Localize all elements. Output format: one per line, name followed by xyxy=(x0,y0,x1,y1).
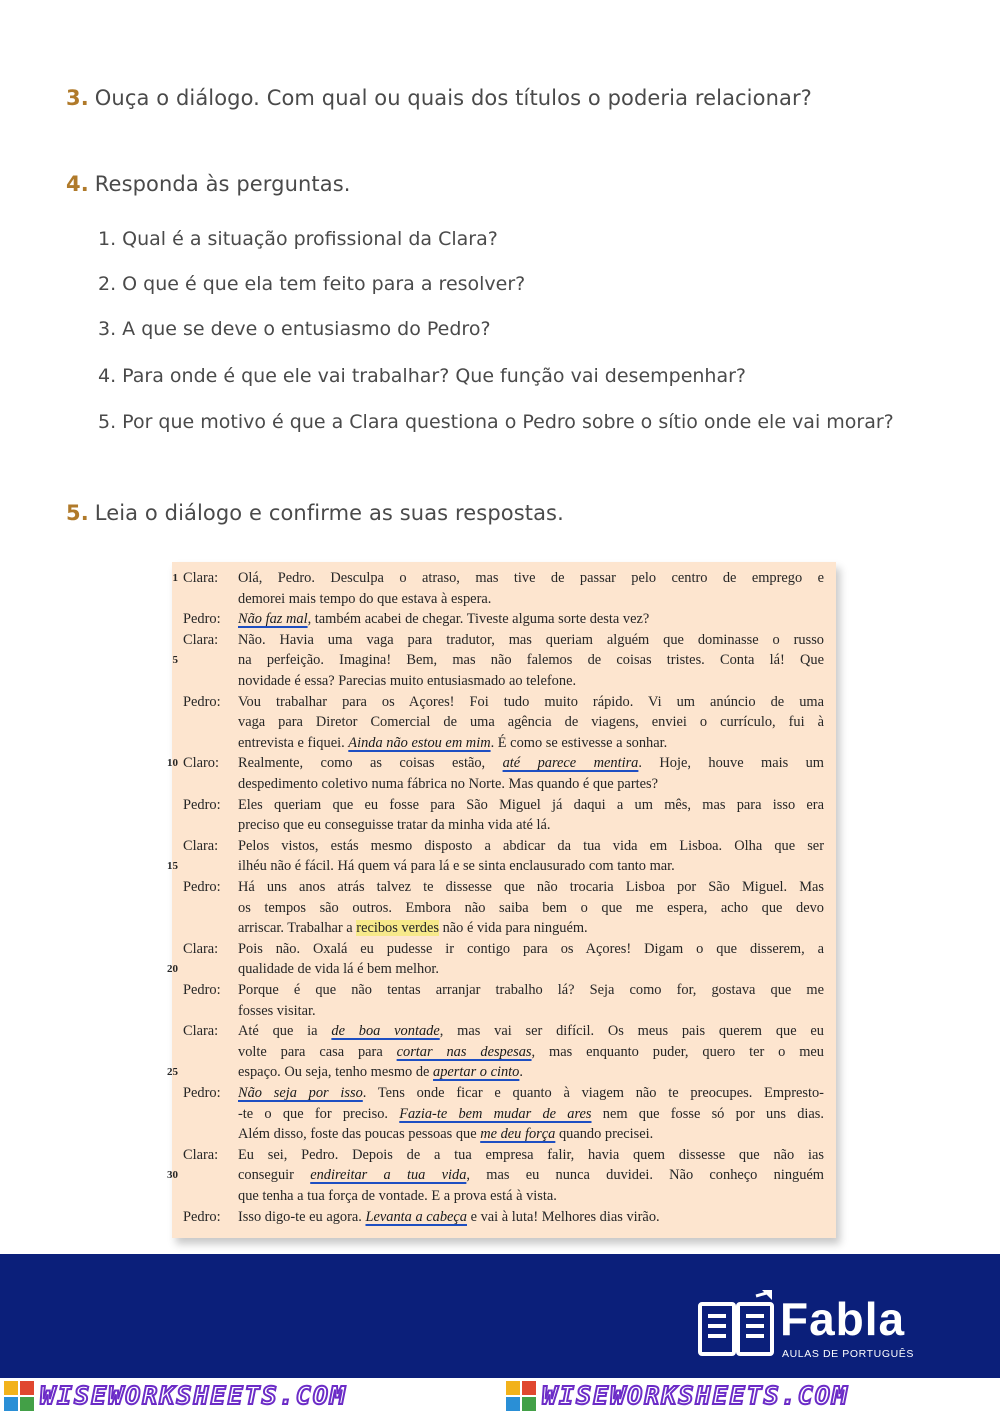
dialogue-text xyxy=(238,918,824,939)
speaker-label: Pedro: xyxy=(183,1085,221,1101)
speaker-label: Clara: xyxy=(183,1146,219,1163)
underlined-expression: Não faz mal xyxy=(238,611,308,628)
text-segment: Porque é que não tentas arranjar trabalho lá? Seja como for, gostava que me xyxy=(238,982,824,998)
dialogue-text xyxy=(238,609,824,630)
dialogue-text xyxy=(238,898,824,919)
text-segment: novidade é essa? Parecias muito entusiasmado ao telefone. xyxy=(238,673,577,689)
text-segment: que tenha a tua força de vontade. E a prova está à vista. xyxy=(238,1188,557,1204)
underlined-expression: Fazia-te bem mudar de ares xyxy=(399,1105,592,1122)
text-segment: Eles queriam que eu fosse para São Miguel já daqui a um mês, mas para isso era xyxy=(238,796,824,813)
dialogue-text xyxy=(238,1083,824,1104)
dialogue-box xyxy=(167,562,836,1238)
dialogue-line xyxy=(172,1042,836,1063)
brand-tagline: AULAS DE PORTUGUÊS xyxy=(782,1348,914,1360)
underlined-expression: apertar o cinto xyxy=(433,1064,520,1081)
text-segment: volte para casa para xyxy=(238,1043,397,1060)
text-segment: , também acabei de chegar. Tiveste alguma sorte desta vez? xyxy=(307,611,650,628)
dialogue-line xyxy=(172,918,836,939)
dialogue-text xyxy=(238,568,824,589)
text-segment: nem que fosse só por uns dias. xyxy=(591,1105,824,1122)
dialogue-text xyxy=(238,589,824,610)
dialogue-text xyxy=(238,1062,824,1083)
underlined-expression: Não seja por isso xyxy=(238,1085,363,1101)
text-segment: -te o que for preciso. xyxy=(238,1105,400,1122)
dialogue-line xyxy=(172,980,836,1001)
text-segment: e vai à luta! Melhores dias virão. xyxy=(467,1208,660,1225)
line-number: 30 xyxy=(167,1169,178,1182)
text-segment: espaço. Ou seja, tenho mesmo de xyxy=(238,1064,434,1081)
dialogue-line xyxy=(167,753,836,774)
dialogue-line xyxy=(172,877,836,898)
speaker-label: Clara: xyxy=(183,570,219,586)
dialogue-text xyxy=(238,774,824,795)
underlined-expression: endireitar a tua vida xyxy=(310,1167,467,1184)
text-segment: Olá, Pedro. Desculpa o atraso, mas tive de passar pelo centro de emprego e xyxy=(238,570,824,586)
dialogue-line xyxy=(172,630,836,651)
text-segment: os tempos são outros. Embora não saiba bem o que me espera, acho que devo xyxy=(238,899,824,916)
text-segment: Vou trabalhar para os Açores! Foi tudo muito rápido. Vi um anúncio de uma xyxy=(238,693,824,710)
watermark-text: WISEWORKSHEETS.COM xyxy=(542,1381,849,1410)
question-text: Leia o diálogo e confirme as suas respostas. xyxy=(94,501,564,525)
line-number: 25 xyxy=(167,1066,178,1079)
speaker-label: Clara: xyxy=(183,631,219,648)
text-segment: despedimento coletivo numa fábrica no Norte. Mas quando é que partes? xyxy=(238,776,658,792)
text-segment: . xyxy=(519,1064,523,1081)
question-text: Responda às perguntas. xyxy=(94,172,351,196)
dialogue-text xyxy=(238,1207,824,1228)
line-number: 20 xyxy=(167,963,178,976)
dialogue-line xyxy=(167,1062,836,1083)
dialogue-text xyxy=(238,1186,824,1207)
text-segment: ilhéu não é fácil. Há quem vá para lá e se sinta enclausurado com tanto mar. xyxy=(238,858,675,875)
dialogue-line xyxy=(172,609,836,630)
text-segment: , mas eu nunca duvidei. Não conheço ninguém xyxy=(466,1167,824,1184)
dialogue-line xyxy=(172,1001,836,1022)
watermark-text: WISEWORKSHEETS.COM xyxy=(40,1381,347,1410)
underlined-expression: Levanta a cabeça xyxy=(365,1208,467,1225)
speaker-label: Pedro: xyxy=(183,796,221,813)
text-segment: quando precisei. xyxy=(555,1126,654,1143)
dialogue-line xyxy=(172,568,836,589)
text-segment: Realmente, como as coisas estão, xyxy=(238,755,503,772)
dialogue-text xyxy=(238,836,824,857)
brand-name: Fabla xyxy=(780,1293,906,1345)
dialogue-line xyxy=(172,712,836,733)
text-segment: demorei mais tempo do que estava à espera. xyxy=(238,590,492,607)
dialogue-text xyxy=(238,856,824,877)
text-segment: . Tens onde ficar e quanto à viagem não te preocupes. Empresto- xyxy=(362,1085,824,1101)
underlined-expression: cortar nas despesas xyxy=(396,1043,532,1060)
question-4 xyxy=(66,172,351,196)
text-segment: Pelos vistos, estás mesmo disposto a abdicar da tua vida em Lisboa. Olha que ser xyxy=(238,837,824,854)
line-number: 1 xyxy=(172,572,178,584)
dialogue-text xyxy=(238,815,824,836)
dialogue-line xyxy=(172,795,836,816)
dialogue-line xyxy=(172,774,836,795)
text-segment: Isso digo-te eu agora. xyxy=(238,1208,366,1225)
dialogue-line xyxy=(172,1104,836,1125)
text-segment: Até que ia xyxy=(238,1023,332,1040)
speaker-label: Clara: xyxy=(183,1023,219,1040)
speaker-label: Clara: xyxy=(183,837,219,854)
text-segment: Eu sei, Pedro. Depois de a tua empresa falir, havia quem dissesse que não ias xyxy=(238,1146,824,1163)
dialogue-line xyxy=(172,650,836,671)
dialogue-text xyxy=(238,795,824,816)
dialogue-text xyxy=(238,980,824,1001)
text-segment: , mas vai ser difícil. Os meus pais querem que eu xyxy=(439,1023,824,1040)
dialogue-text xyxy=(238,733,824,754)
dialogue-line xyxy=(172,836,836,857)
dialogue-text xyxy=(238,712,824,733)
dialogue-text xyxy=(238,1104,824,1125)
dialogue-text xyxy=(238,939,824,960)
question-3 xyxy=(66,86,812,110)
dialogue-text xyxy=(238,671,824,692)
question-number: 3. xyxy=(66,86,89,110)
text-segment: arriscar. Trabalhar a xyxy=(238,920,357,937)
dialogue-line xyxy=(172,671,836,692)
speaker-label: Pedro: xyxy=(183,611,221,628)
dialogue-text xyxy=(238,1042,824,1063)
dialogue-text xyxy=(238,1001,824,1022)
dialogue-line xyxy=(172,1083,836,1104)
dialogue-text xyxy=(238,630,824,651)
underlined-expression: até parece mentira xyxy=(502,755,639,772)
text-segment: qualidade de vida lá é bem melhor. xyxy=(238,961,439,978)
underlined-expression: Ainda não estou em mim xyxy=(348,734,491,751)
highlighted-expression: recibos verdes xyxy=(356,920,439,937)
dialogue-text xyxy=(238,1021,824,1042)
dialogue-line xyxy=(172,815,836,836)
text-segment: vaga para Diretor Comercial de uma agência de viagens, enviei o currículo, fui à xyxy=(238,714,824,731)
speaker-label: Clara: xyxy=(183,940,219,957)
dialogue-text xyxy=(238,1124,824,1145)
question-number: 5. xyxy=(66,501,89,525)
wise-logo-icon xyxy=(4,1381,34,1411)
question-4-item-4: 4. Para onde é que ele vai trabalhar? Que função vai desempenhar? xyxy=(98,365,747,387)
text-segment: conseguir xyxy=(238,1167,311,1184)
underlined-expression: de boa vontade xyxy=(331,1023,440,1040)
dialogue-line xyxy=(172,1207,836,1228)
fabla-logo xyxy=(696,1286,956,1366)
dialogue-line xyxy=(172,898,836,919)
dialogue-text xyxy=(238,877,824,898)
text-segment: entrevista e fiquei. xyxy=(238,734,349,751)
question-4-item-2: 2. O que é que ela tem feito para a resolver? xyxy=(98,273,526,295)
dialogue-line xyxy=(172,1186,836,1207)
dialogue-line xyxy=(172,939,836,960)
dialogue-text xyxy=(238,1145,824,1166)
dialogue-text xyxy=(238,650,824,671)
dialogue-line xyxy=(167,856,836,877)
text-segment: Pois não. Oxalá eu pudesse ir contigo para os Açores! Digam o que disserem, a xyxy=(238,940,824,957)
dialogue-line xyxy=(167,959,836,980)
dialogue-line xyxy=(172,692,836,713)
text-segment: Além disso, foste das poucas pessoas que xyxy=(238,1126,481,1143)
dialogue-line xyxy=(172,1021,836,1042)
speaker-label: Pedro: xyxy=(183,879,221,895)
question-4-item-1: 1. Qual é a situação profissional da Clara? xyxy=(98,228,498,250)
text-segment: . Hoje, houve mais um xyxy=(638,755,824,772)
dialogue-text xyxy=(238,753,824,774)
speaker-label: Pedro: xyxy=(183,982,221,998)
speaker-label: Pedro: xyxy=(183,693,221,710)
question-text: Ouça o diálogo. Com qual ou quais dos títulos o poderia relacionar? xyxy=(94,86,812,110)
speaker-label: Claro: xyxy=(183,755,219,772)
text-segment: Não. Havia uma vaga para tradutor, mas queriam alguém que dominasse o russo xyxy=(238,631,824,648)
dialogue-line xyxy=(172,733,836,754)
text-segment: na perfeição. Imagina! Bem, mas não falemos de coisas tristes. Conta lá! Que xyxy=(238,652,824,669)
question-4-item-3: 3. A que se deve o entusiasmo do Pedro? xyxy=(98,318,491,340)
text-segment: preciso que eu conseguisse tratar da minha vida até lá. xyxy=(238,817,551,834)
text-segment: Há uns anos atrás talvez te dissesse que não trocaria Lisboa por São Miguel. Mas xyxy=(238,879,824,895)
text-segment: fosses visitar. xyxy=(238,1002,316,1019)
text-segment: , mas enquanto puder, quero ter o meu xyxy=(531,1043,824,1060)
line-number: 10 xyxy=(167,757,178,770)
text-segment: . É como se estivesse a sonhar. xyxy=(490,734,668,751)
line-number: 5 xyxy=(172,654,178,667)
underlined-expression: me deu força xyxy=(480,1126,556,1143)
dialogue-text xyxy=(238,692,824,713)
text-segment: não é vida para ninguém. xyxy=(439,920,588,937)
dialogue-line xyxy=(167,1165,836,1186)
question-5 xyxy=(66,501,564,525)
dialogue-line xyxy=(172,589,836,610)
question-number: 4. xyxy=(66,172,89,196)
wise-logo-icon xyxy=(506,1381,536,1411)
watermark-strip xyxy=(0,1378,1000,1414)
dialogue-text xyxy=(238,1165,824,1186)
book-icon xyxy=(696,1286,776,1366)
dialogue-text xyxy=(238,959,824,980)
line-number: 15 xyxy=(167,860,178,873)
speaker-label: Pedro: xyxy=(183,1208,221,1225)
dialogue-line xyxy=(172,1124,836,1145)
dialogue-line xyxy=(172,1145,836,1166)
question-4-item-5: 5. Por que motivo é que a Clara questiona o Pedro sobre o sítio onde ele vai morar? xyxy=(98,411,894,433)
